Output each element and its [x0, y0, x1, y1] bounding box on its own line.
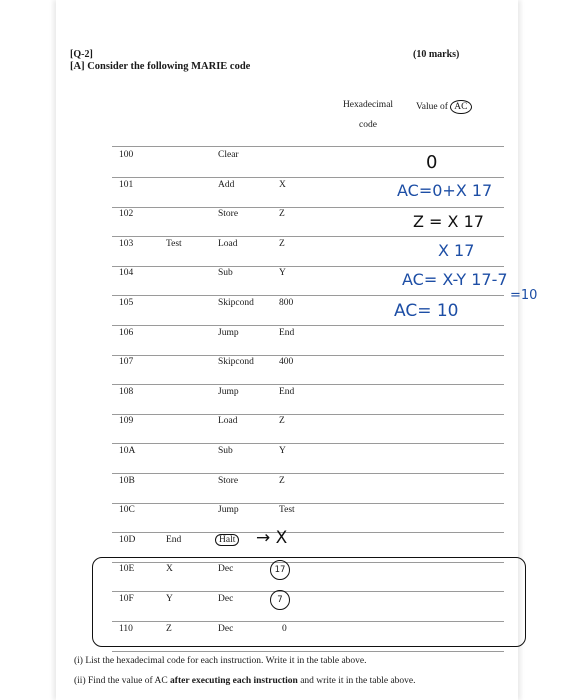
address-cell: 105 [119, 298, 134, 308]
table-row [112, 326, 504, 356]
instruction-ii [74, 676, 416, 686]
handwritten-ac-result: AC= 10 [394, 301, 459, 321]
table-row [112, 444, 504, 474]
address-cell: 102 [119, 209, 134, 220]
address-cell: 107 [119, 357, 134, 368]
marks-label: (10 marks) [413, 49, 460, 60]
row-divider [112, 651, 504, 652]
address-cell: 106 [119, 327, 134, 338]
operand-cell: Z [279, 238, 285, 249]
operand-cell: Y [279, 446, 286, 456]
table-row [112, 148, 504, 178]
table-row [112, 385, 504, 415]
operand-cell: 0 [282, 623, 287, 634]
opcode-cell: Store [218, 209, 239, 220]
opcode-cell: Halt [215, 534, 239, 546]
table-top-line [112, 146, 504, 147]
opcode-cell: Dec [218, 594, 234, 604]
address-cell: 10F [119, 594, 134, 604]
handwritten-ac-zero: 0 [426, 152, 438, 173]
address-cell: 109 [119, 416, 134, 427]
opcode-cell: Dec [218, 623, 234, 634]
instruction-ii-bold: after executing each instruction [170, 676, 298, 686]
operand-cell: Z [279, 475, 285, 486]
opcode-cell: Store [218, 475, 239, 486]
opcode-cell: Clear [218, 150, 239, 160]
address-cell: 10A [119, 446, 136, 456]
opcode-cell: Sub [218, 446, 233, 456]
address-cell: 10D [119, 534, 136, 545]
operand-cell: 400 [279, 357, 294, 368]
table-row [112, 474, 504, 504]
handwritten-y-value: 7 [270, 590, 290, 610]
operand-cell: 800 [279, 298, 294, 308]
operand-cell: Y [279, 268, 286, 279]
instruction-ii-post: and write it in the table above. [297, 676, 416, 686]
address-cell: 100 [119, 150, 134, 160]
address-cell: 108 [119, 386, 134, 397]
opcode-cell: Add [218, 179, 235, 190]
table-row [112, 355, 504, 385]
operand-cell: Z [279, 209, 285, 220]
handwritten-ac-add: AC=0+X 17 [397, 181, 493, 200]
address-cell: 103 [119, 238, 134, 249]
handwritten-sub-y: AC= X-Y 17-7 [402, 270, 508, 289]
instruction-i: (i) List the hexadecimal code for each instruction. Write it in the table above. [74, 656, 367, 666]
address-cell: 104 [119, 268, 134, 279]
question-title: [A] Consider the following MARIE code [70, 61, 251, 72]
question-number: [Q-2] [70, 49, 93, 60]
opcode-cell: Jump [218, 386, 239, 397]
data-rows-box [92, 557, 526, 647]
address-cell: 10B [119, 475, 135, 486]
address-cell: 10E [119, 564, 135, 575]
opcode-cell: Jump [218, 505, 239, 516]
operand-cell: Test [279, 505, 295, 516]
label-cell: Z [166, 623, 172, 634]
address-cell: 101 [119, 179, 134, 190]
opcode-cell: Skipcond [218, 357, 254, 368]
opcode-cell: Load [218, 238, 238, 249]
label-cell: Test [166, 238, 182, 249]
label-cell: X [166, 564, 173, 575]
opcode-cell: Sub [218, 268, 233, 279]
operand-cell: Z [279, 416, 285, 427]
operand-cell: X [279, 179, 286, 190]
opcode-cell: Skipcond [218, 298, 254, 308]
opcode-cell: Jump [218, 327, 239, 338]
handwritten-load-z: X 17 [438, 241, 475, 260]
opcode-cell: Load [218, 416, 238, 427]
header-value-of-ac [416, 100, 472, 114]
handwritten-x-value: 17 [270, 560, 290, 580]
table-row [112, 414, 504, 444]
label-cell: Y [166, 594, 173, 604]
handwritten-store-z: Z = X 17 [413, 212, 484, 231]
operand-cell: End [279, 327, 295, 338]
header-ac-circled: AC [450, 100, 471, 114]
table-row [112, 503, 504, 533]
operand-cell: End [279, 386, 295, 397]
handwritten-sub-result: =10 [510, 288, 538, 303]
header-code: code [359, 120, 377, 130]
label-cell: End [166, 534, 182, 545]
header-hexadecimal: Hexadecimal [342, 100, 394, 110]
header-value-of: Value of [416, 102, 448, 112]
instruction-ii-pre: (ii) Find the value of AC [74, 676, 171, 686]
address-cell: 110 [119, 623, 133, 634]
opcode-cell: Dec [218, 564, 234, 575]
address-cell: 10C [119, 505, 135, 516]
handwritten-halt-arrow: → X [256, 528, 288, 548]
